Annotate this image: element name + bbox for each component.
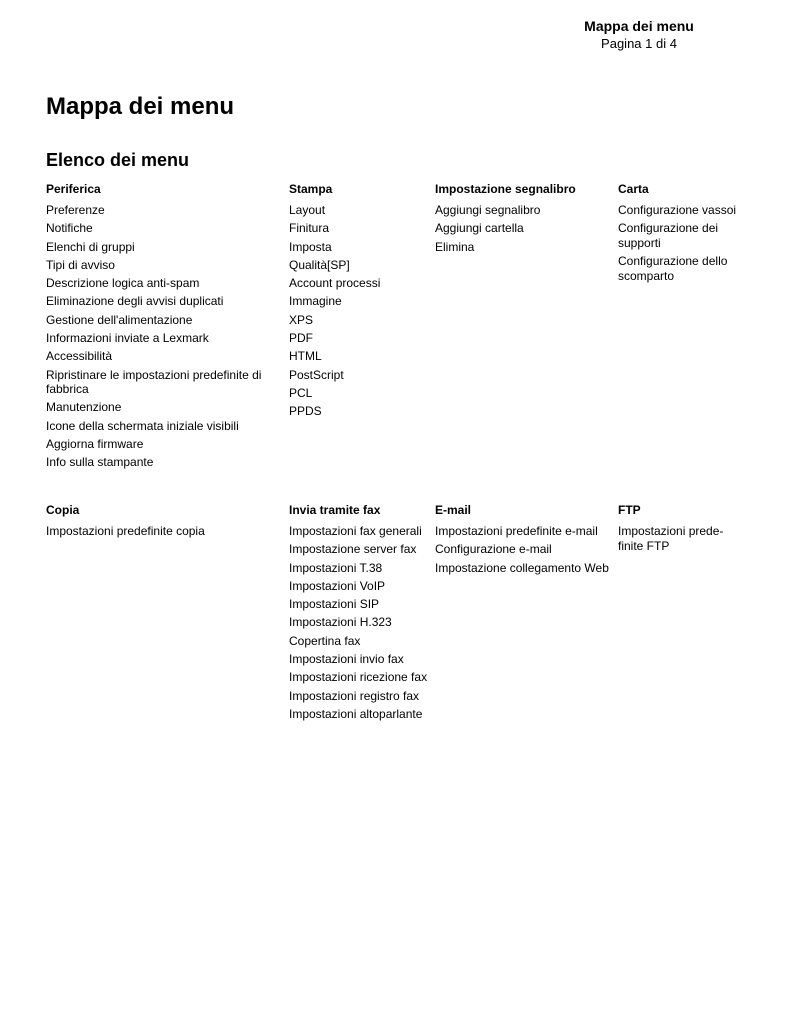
menu-items-list <box>618 524 743 553</box>
menu-column-stampa <box>289 181 431 423</box>
column-title: Stampa <box>289 182 333 196</box>
menu-items-list <box>289 524 431 721</box>
menu-item: Impostazioni predefinite e-mail <box>435 524 598 538</box>
column-title: Impostazione segnalibro <box>435 182 576 196</box>
menu-column-carta <box>618 181 743 287</box>
column-title: Periferica <box>46 182 101 196</box>
menu-items-list <box>46 203 274 470</box>
menu-item: Elimina <box>435 239 475 254</box>
menu-item: Finitura <box>289 221 330 236</box>
menu-items-list <box>289 203 431 419</box>
menu-item: Aggiungi segnalibro <box>435 203 541 217</box>
menu-item: Icone della schermata iniziale visibili <box>46 418 239 433</box>
column-title: Carta <box>618 182 649 196</box>
menu-item: Elenchi di gruppi <box>46 239 135 254</box>
menu-item: Descrizione logica anti-spam <box>46 276 200 291</box>
menu-items-list <box>618 203 743 283</box>
menu-item: Impostazione server fax <box>289 542 417 557</box>
menu-item: XPS <box>289 312 314 327</box>
menu-item: Notifiche <box>46 221 93 236</box>
menu-item: Eliminazione degli avvisi duplicati <box>46 294 224 309</box>
menu-item: PDF <box>289 331 313 346</box>
menu-item: Info sulla stampante <box>46 455 154 470</box>
menu-item: HTML <box>289 349 322 364</box>
menu-column-copia <box>46 502 274 542</box>
section-title: Elenco dei menu <box>46 150 190 170</box>
menu-item: Impostazioni H.323 <box>289 615 392 630</box>
menu-item: PCL <box>289 385 313 400</box>
menu-items-list <box>46 524 274 539</box>
menu-item: Immagine <box>289 294 342 309</box>
menu-item: Impostazioni invio fax <box>289 652 404 667</box>
page-title: Mappa dei menu <box>46 93 235 120</box>
menu-items-list <box>435 524 613 575</box>
menu-item: Aggiorna firmware <box>46 437 144 452</box>
menu-item: Tipi di avviso <box>46 257 115 272</box>
menu-item: Impostazioni fax generali <box>289 524 422 538</box>
menu-item: Ripristinare le impostazioni predefinite di fabbrica <box>46 367 262 397</box>
menu-column-invia-tramite-fax <box>289 502 431 725</box>
menu-column-e-mail <box>435 502 613 579</box>
menu-item: Impostazioni altoparlante <box>289 706 423 721</box>
menu-item: Configurazione dello scomparto <box>618 254 728 283</box>
menu-item: PPDS <box>289 404 322 419</box>
menu-item: Impostazione collegamento Web <box>435 560 609 575</box>
menu-item: Impostazioni predefinite copia <box>46 524 205 538</box>
menu-item: Configurazione e-mail <box>435 542 552 557</box>
menu-column-ftp <box>618 502 743 557</box>
menu-item: Imposta <box>289 239 332 254</box>
menu-item: Layout <box>289 203 326 217</box>
menu-item: Gestione dell'alimentazione <box>46 312 193 327</box>
menu-item: Informazioni inviate a Lexmark <box>46 331 209 346</box>
menu-item: Impostazioni ricezione fax <box>289 670 428 685</box>
menu-item: Impostazioni registro fax <box>289 688 420 703</box>
menu-item: Aggiungi cartella <box>435 221 524 236</box>
menu-item: Impostazioni prede-finite FTP <box>618 524 724 553</box>
menu-column-periferica <box>46 181 274 474</box>
column-title: E-mail <box>435 503 472 517</box>
menu-item: Qualità[SP] <box>289 257 350 272</box>
menu-column-impostazione-segnalibro <box>435 181 613 258</box>
menu-item: Impostazioni T.38 <box>289 560 383 575</box>
menu-item: Account processi <box>289 276 381 291</box>
header-title: Mappa dei menu <box>584 18 694 34</box>
menu-item: Preferenze <box>46 203 105 217</box>
menu-item: Configurazione vassoi <box>618 203 737 217</box>
page-number: Pagina 1 di 4 <box>601 36 677 51</box>
menu-item: Manutenzione <box>46 400 122 415</box>
menu-item: Accessibilità <box>46 349 113 364</box>
column-title: FTP <box>618 503 641 517</box>
column-title: Copia <box>46 503 80 517</box>
menu-item: Impostazioni SIP <box>289 597 380 612</box>
menu-item: Configurazione dei supporti <box>618 221 719 250</box>
menu-item: Copertina fax <box>289 633 361 648</box>
menu-item: PostScript <box>289 367 344 382</box>
menu-items-list <box>435 203 613 254</box>
page-header <box>560 17 718 52</box>
column-title: Invia tramite fax <box>289 503 381 517</box>
menu-item: Impostazioni VoIP <box>289 578 386 593</box>
